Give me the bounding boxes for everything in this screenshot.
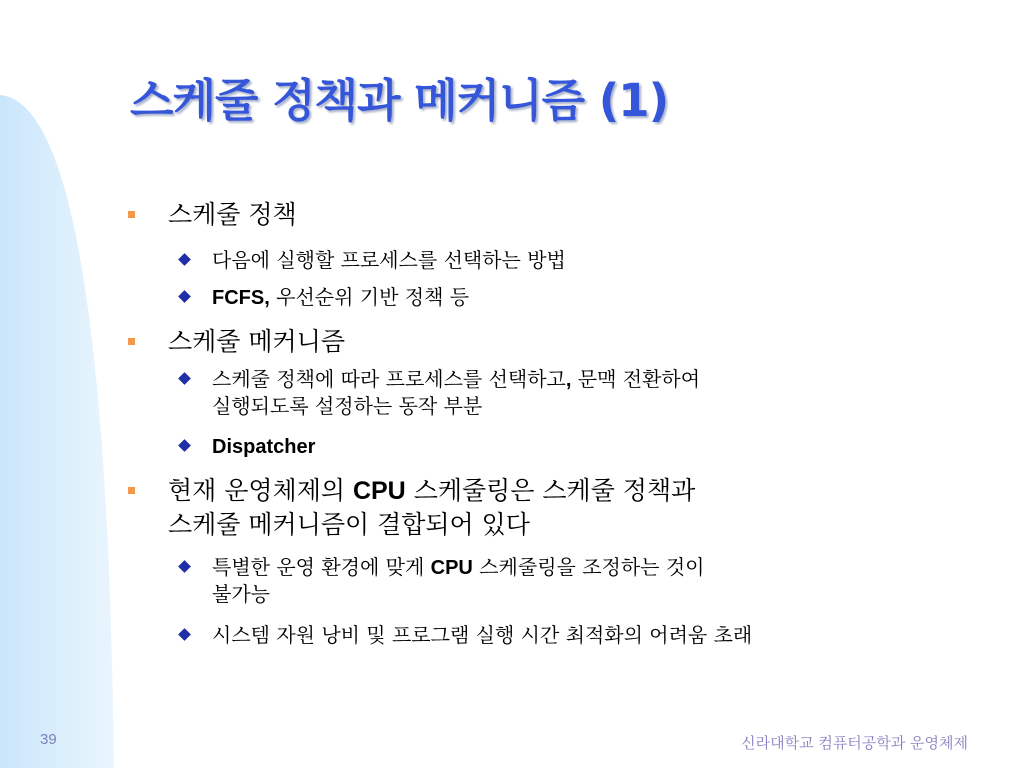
sub-bullet: 다음에 실행할 프로세스를 선택하는 방법 bbox=[212, 247, 932, 273]
bullet-current-os: 현재 운영체제의 CPU 스케줄링은 스케줄 정책과 스케줄 메커니즘이 결합되어 있다 bbox=[168, 474, 928, 542]
diamond-bullet-icon bbox=[178, 253, 191, 266]
sub-bullet: 특별한 운영 환경에 맞게 CPU 스케줄링을 조정하는 것이 불가능 bbox=[212, 554, 932, 607]
bullet-scheduling-mechanism: 스케줄 메커니즘 bbox=[168, 325, 928, 359]
square-bullet-icon bbox=[128, 487, 135, 494]
diamond-bullet-icon bbox=[178, 628, 191, 641]
sub-bullet: 스케줄 정책에 따라 프로세스를 선택하고, 문맥 전환하여 실행되도록 설정하는 동작 부분 bbox=[212, 366, 932, 419]
diamond-bullet-icon bbox=[178, 560, 191, 573]
page-number: 39 bbox=[40, 731, 57, 748]
diamond-bullet-icon bbox=[178, 372, 191, 385]
diamond-bullet-icon bbox=[178, 290, 191, 303]
footer-text: 신라대학교 컴퓨터공학과 운영체제 bbox=[741, 734, 968, 752]
bullet-scheduling-policy: 스케줄 정책 bbox=[168, 198, 928, 232]
square-bullet-icon bbox=[128, 338, 135, 345]
sub-bullet: 시스템 자원 낭비 및 프로그램 실행 시간 최적화의 어려움 초래 bbox=[212, 622, 932, 648]
slide-title: 스케줄 정책과 메커니즘 (1) bbox=[130, 74, 669, 127]
square-bullet-icon bbox=[128, 211, 135, 218]
sub-bullet: FCFS, 우선순위 기반 정책 등 bbox=[212, 284, 932, 311]
diamond-bullet-icon bbox=[178, 439, 191, 452]
sub-bullet: Dispatcher bbox=[212, 433, 932, 460]
